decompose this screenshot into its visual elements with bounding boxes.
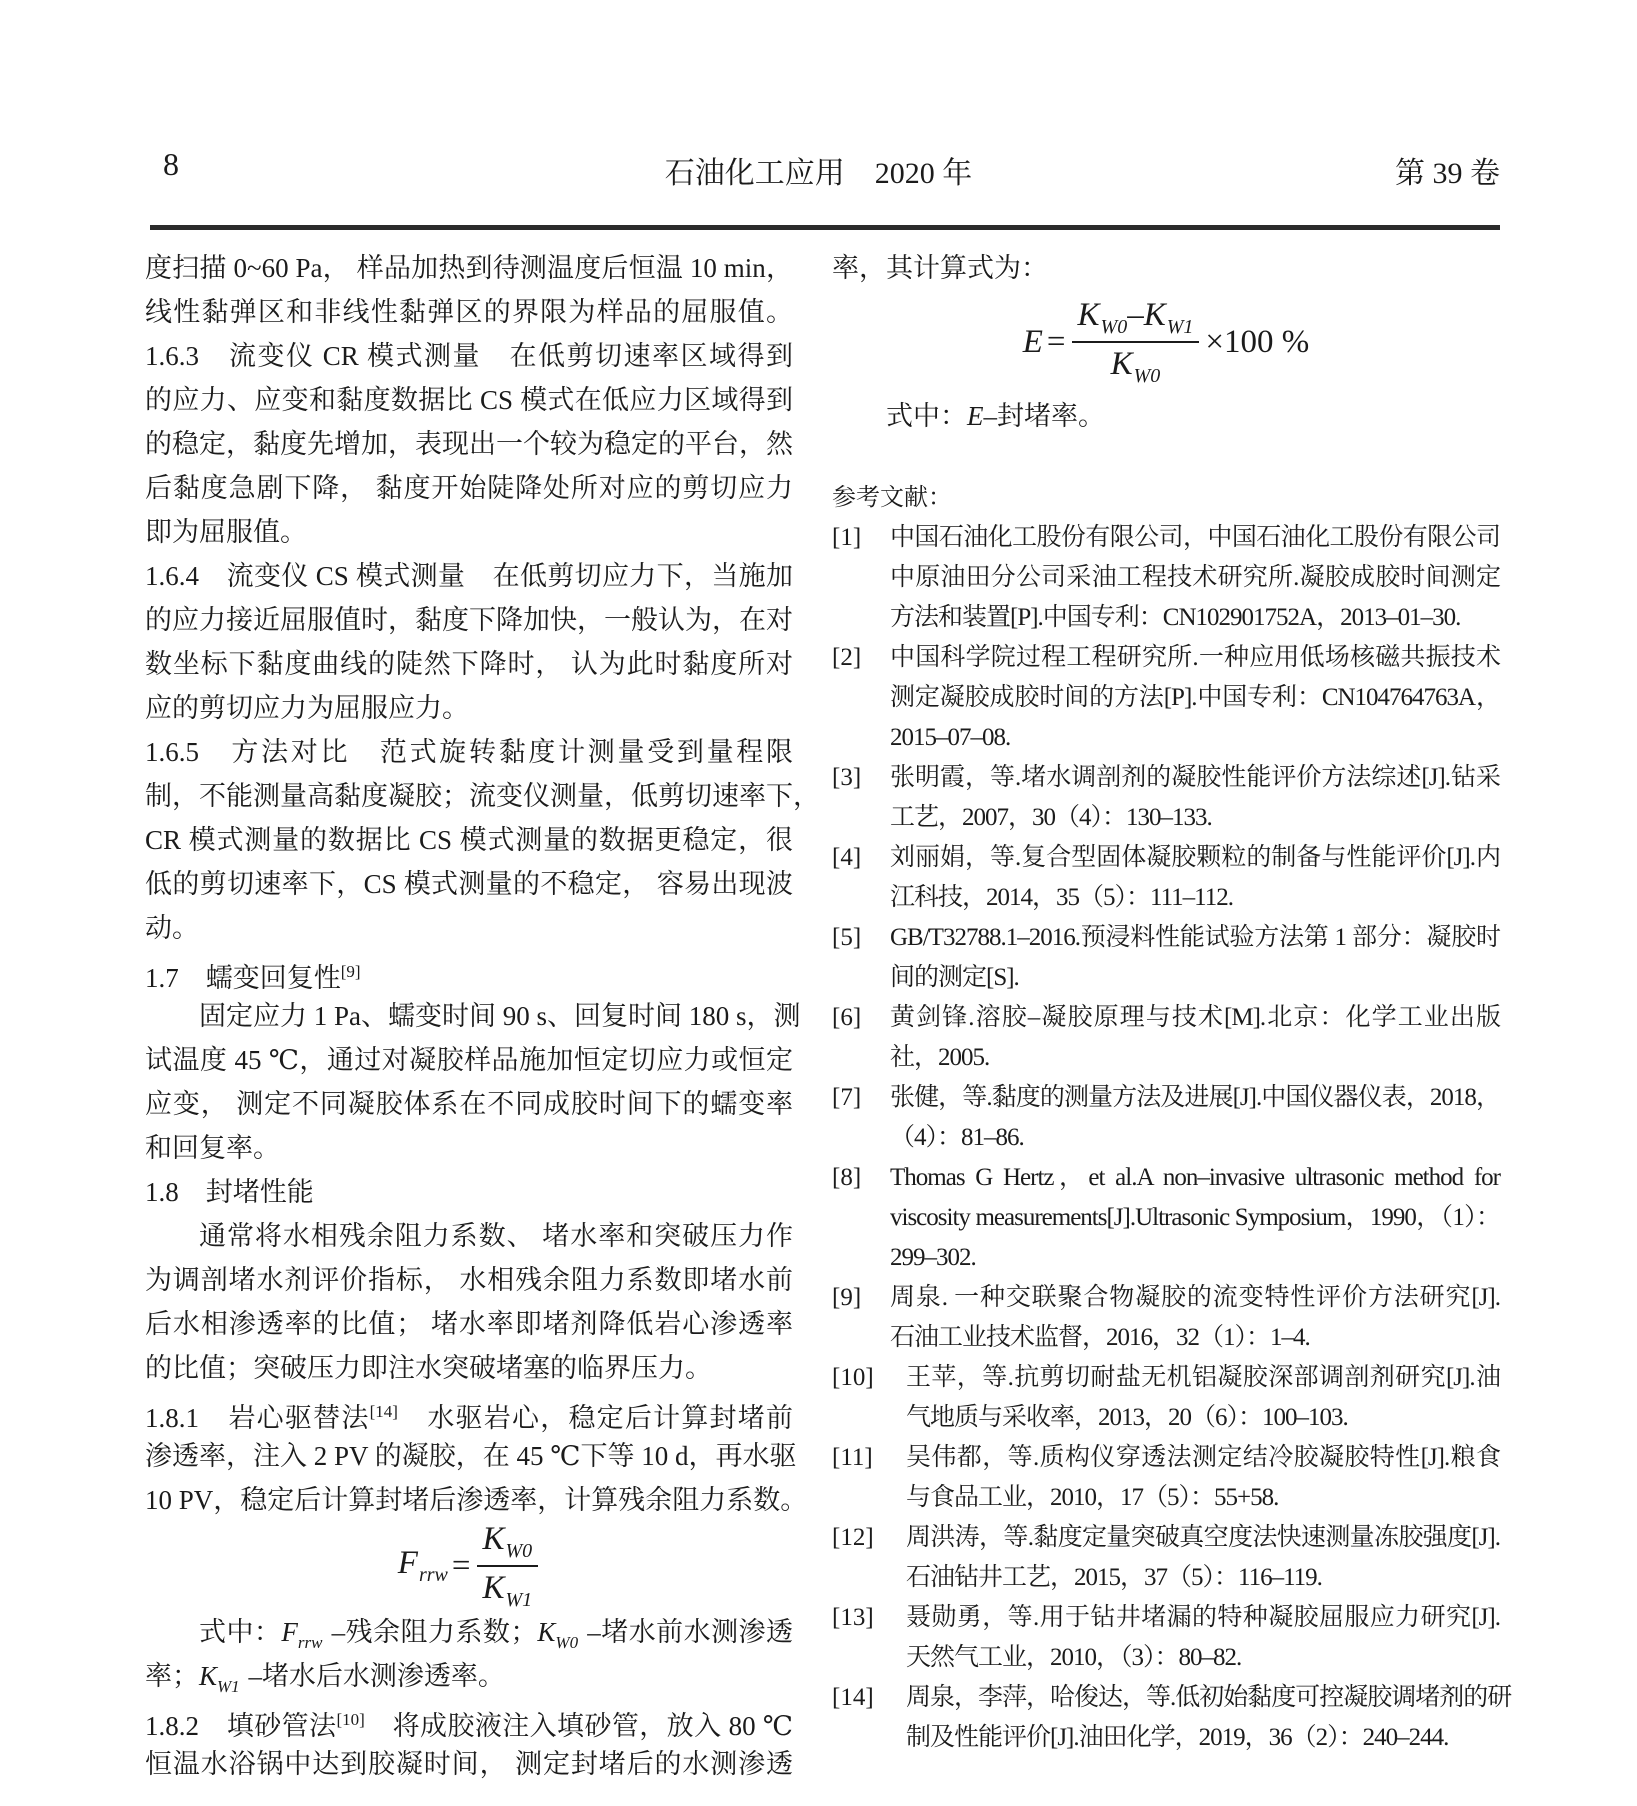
text-line: 渗透率，注入 2 PV 的凝胶，在 45 ℃下等 10 d，再水驱 <box>145 1441 797 1471</box>
reference-item <box>832 1158 1500 1278</box>
text-line: 低的剪切速率下，CS 模式测量的不稳定， 容易出现波 <box>145 869 793 899</box>
reference-line: 中国科学院过程工程研究所.一种应用低场核磁共振技术 <box>890 644 1500 671</box>
text-line: 1.6.4 流变仪 CS 模式测量 在低剪切应力下，当施加 <box>145 561 793 591</box>
formula-plugging-rate <box>832 290 1500 394</box>
text-line: 10 PV，稳定后计算封堵后渗透率，计算残余阻力系数。 <box>145 1485 808 1515</box>
reference-number: [4] <box>832 844 862 871</box>
text-line: 通常将水相残余阻力系数、 堵水率和突破压力作 <box>199 1221 793 1251</box>
text-segment: 率； <box>145 1661 199 1691</box>
fraction <box>477 1522 539 1611</box>
reference-line: 石油钻井工艺，2015，37（5）：116–119. <box>906 1564 1322 1591</box>
reference-number: [6] <box>832 1004 862 1031</box>
text-line: 固定应力 1 Pa、蠕变时间 90 s、回复时间 180 s，测 <box>199 1001 801 1031</box>
text-segment: 1.8.2 填砂管法 <box>145 1711 337 1741</box>
reference-line: 黄剑锋.溶胶–凝胶原理与技术[M].北京：化学工业出版 <box>890 1004 1500 1031</box>
reference-item <box>832 638 1500 758</box>
text-line <box>832 394 1500 438</box>
denominator: $K_{W0}$ <box>1110 345 1161 387</box>
reference-line: 吴伟都，等.质构仪穿透法测定结冷胶凝胶特性[J].粮食 <box>906 1444 1500 1471</box>
reference-line: 制及性能评价[J].油田化学，2019，36（2）：240–244. <box>906 1724 1449 1751</box>
text-segment: 1.7 蠕变回复性 <box>145 963 341 993</box>
text-line: 的应力接近屈服值时，黏度下降加快，一般认为，在对 <box>145 605 793 635</box>
text-line <box>145 1390 793 1434</box>
text-line <box>145 1654 793 1698</box>
text-segment: K <box>537 1617 556 1647</box>
reference-item <box>832 1358 1500 1438</box>
text-segment: 1.8.1 岩心驱替法 <box>145 1403 370 1433</box>
reference-line: 中国石油化工股份有限公司，中国石油化工股份有限公司 <box>890 524 1500 551</box>
text-line: 率，其计算式为： <box>832 253 1048 283</box>
reference-number: [8] <box>832 1164 862 1191</box>
text-segment: W1 <box>217 1677 240 1696</box>
reference-line: 张明霞，等.堵水调剖剂的凝胶性能评价方法综述[J].钻采 <box>890 764 1500 791</box>
reference-line: 石油工业技术监督，2016，32（1）：1–4. <box>890 1324 1310 1351</box>
reference-line: 江科技，2014，35（5）：111–112. <box>890 884 1233 911</box>
where-clause <box>832 394 1500 438</box>
text-line: 为调剖堵水剂评价指标， 水相残余阻力系数即堵水前 <box>145 1265 793 1295</box>
text-line <box>145 950 793 994</box>
text-segment: –堵水后水测渗透率。 <box>241 1661 505 1691</box>
text-segment: –封堵率。 <box>983 401 1105 431</box>
text-line: 恒温水浴锅中达到胶凝时间， 测定封堵后的水测渗透 <box>145 1749 793 1779</box>
reference-item <box>832 518 1500 638</box>
reference-line: 方法和装置[P].中国专利：CN102901752A，2013–01–30. <box>890 604 1461 631</box>
text-segment: E <box>967 401 984 431</box>
reference-item <box>832 1518 1500 1598</box>
reference-line: 周泉，李萍，哈俊达，等.低初始黏度可控凝胶调堵剂的研 <box>906 1684 1512 1711</box>
text-segment: rrw <box>297 1633 323 1652</box>
reference-line: 中原油田分公司采油工程技术研究所.凝胶成胶时间测定 <box>890 564 1500 591</box>
text-segment: 式中： <box>886 401 967 431</box>
text-line: 应的剪切应力为屈服应力。 <box>145 693 469 723</box>
reference-item <box>832 1678 1512 1758</box>
text-segment: 将成胶液注入填砂管，放入 80 ℃ <box>364 1711 794 1741</box>
text-line: 后黏度急剧下降， 黏度开始陡降处所对应的剪切应力 <box>145 473 793 503</box>
right-column <box>832 246 1512 1758</box>
reference-item <box>832 1078 1500 1158</box>
reference-number: [12] <box>832 1524 874 1551</box>
text-line: 制，不能测量高黏度凝胶；流变仪测量，低剪切速率下， <box>145 781 820 811</box>
reference-line: 2015–07–08. <box>890 724 1011 751</box>
text-segment: K <box>199 1661 218 1691</box>
text-line: 数坐标下黏度曲线的陡然下降时， 认为此时黏度所对 <box>145 649 793 679</box>
equals-sign: = <box>451 1547 471 1584</box>
text-segment: –堵水前水测渗透 <box>580 1617 794 1647</box>
left-column <box>145 246 820 1786</box>
denominator: $K_{W1}$ <box>482 1569 533 1611</box>
reference-line: （4）：81–86. <box>890 1124 1024 1151</box>
reference-item <box>832 998 1500 1078</box>
reference-line: 天然气工业，2010，（3）：80–82. <box>906 1644 1242 1671</box>
reference-item <box>832 1598 1500 1678</box>
reference-number: [11] <box>832 1444 873 1471</box>
citation-superscript: [9] <box>340 962 361 981</box>
reference-item <box>832 838 1500 918</box>
reference-item <box>832 918 1500 998</box>
text-segment: F <box>281 1617 298 1647</box>
reference-item <box>832 758 1500 838</box>
reference-line: 周洪涛，等.黏度定量突破真空度法快速测量冻胶强度[J]. <box>906 1524 1500 1551</box>
text-line: 和回复率。 <box>145 1133 280 1163</box>
reference-number: [9] <box>832 1284 862 1311</box>
reference-line: 测定凝胶成胶时间的方法[P].中国专利：CN104764763A， <box>890 684 1500 711</box>
text-line: 1.8 封堵性能 <box>145 1177 314 1207</box>
left-column-text-top <box>145 246 820 1522</box>
text-line: 1.6.3 流变仪 CR 模式测量 在低剪切速率区域得到 <box>145 341 793 371</box>
reference-number: [13] <box>832 1604 874 1631</box>
references-title: 参考文献： <box>832 485 952 511</box>
text-segment: 式中： <box>199 1617 282 1647</box>
text-line: 1.6.5 方法对比 范式旋转黏度计测量受到量程限 <box>145 737 793 767</box>
text-line <box>145 1698 793 1742</box>
reference-line: 气地质与采收率，2013，20（6）：100–103. <box>906 1404 1348 1431</box>
left-column-text-bottom <box>145 1610 793 1786</box>
text-line: 动。 <box>145 913 199 943</box>
reference-line: 工艺，2007，30（4）：130–133. <box>890 804 1212 831</box>
reference-number: [14] <box>832 1684 874 1711</box>
text-line: 度扫描 0~60 Pa， 样品加热到待测温度后恒温 10 min， <box>145 253 793 283</box>
text-line: CR 模式测量的数据比 CS 模式测量的数据更稳定，很 <box>145 825 793 855</box>
reference-line: 周泉. 一种交联聚合物凝胶的流变特性评价方法研究[J]. <box>890 1284 1500 1311</box>
text-segment: 水驱岩心，稳定后计算封堵前 <box>397 1403 794 1433</box>
formula-residual-resistance <box>145 1522 793 1610</box>
reference-item <box>832 1438 1500 1518</box>
reference-number: [3] <box>832 764 862 791</box>
reference-line: 张健，等.黏度的测量方法及进展[J].中国仪器仪表，2018， <box>890 1084 1500 1111</box>
text-line: 后水相渗透率的比值； 堵水率即堵剂降低岩心渗透率 <box>145 1309 793 1339</box>
text-line: 的应力、应变和黏度数据比 CS 模式在低应力区域得到 <box>145 385 793 415</box>
reference-line: Thomas G Hertz，et al.A non–invasive ultrasonic method for <box>890 1164 1500 1191</box>
reference-number: [5] <box>832 924 862 951</box>
formula-lhs: $F_{rrw}$ <box>397 1545 448 1586</box>
reference-line: GB/T32788.1–2016.预浸料性能试验方法第 1 部分：凝胶时 <box>890 924 1500 951</box>
equals-sign: = <box>1046 323 1066 360</box>
numerator: $K_{W0}-K_{W1}$ <box>1072 298 1200 343</box>
reference-line: 299–302. <box>890 1244 976 1271</box>
text-line: 线性黏弹区和非线性黏弹区的界限为样品的屈服值。 <box>145 297 793 327</box>
reference-number: [1] <box>832 524 862 551</box>
text-line: 即为屈服值。 <box>145 517 307 547</box>
text-line: 试温度 45 ℃，通过对凝胶样品施加恒定切应力或恒定 <box>145 1045 793 1075</box>
reference-line: 与食品工业，2010，17（5）：55+58. <box>906 1484 1279 1511</box>
reference-line: 间的测定[S]. <box>890 964 1019 991</box>
reference-line: viscosity measurements[J].Ultrasonic Symposium，1990，（1）： <box>890 1204 1500 1231</box>
numerator: $K_{W0}$ <box>477 1522 539 1567</box>
formula-lhs: E <box>1022 323 1043 360</box>
journal-header-title: 石油化工应用 2020 年 <box>664 157 973 190</box>
text-line: 应变， 测定不同凝胶体系在不同成胶时间下的蠕变率 <box>145 1089 793 1119</box>
multiplier: ×100 % <box>1205 323 1310 360</box>
references-list <box>832 518 1512 1758</box>
text-line <box>145 1610 793 1654</box>
page-number: 8 <box>163 146 179 182</box>
text-segment: W0 <box>555 1633 579 1652</box>
reference-line: 刘丽娟，等.复合型固体凝胶颗粒的制备与性能评价[J].内 <box>890 844 1500 871</box>
citation-superscript: [10] <box>336 1710 365 1729</box>
reference-line: 王苹，等.抗剪切耐盐无机铝凝胶深部调剖剂研究[J].油 <box>906 1364 1500 1391</box>
reference-number: [10] <box>832 1364 874 1391</box>
text-line: 的比值；突破压力即注水突破堵塞的临界压力。 <box>145 1353 712 1383</box>
reference-item <box>832 1278 1500 1358</box>
reference-number: [7] <box>832 1084 862 1111</box>
citation-superscript: [14] <box>369 1402 398 1421</box>
fraction <box>1072 298 1200 387</box>
reference-line: 聂勋勇，等.用于钻井堵漏的特种凝胶屈服应力研究[J]. <box>906 1604 1500 1631</box>
text-segment: –残余阻力系数； <box>324 1617 538 1647</box>
volume-label: 第 39 卷 <box>1395 157 1500 190</box>
reference-number: [2] <box>832 644 862 671</box>
header-rule <box>150 225 1500 230</box>
reference-line: 社，2005. <box>890 1044 990 1071</box>
text-line: 的稳定，黏度先增加，表现出一个较为稳定的平台，然 <box>145 429 793 459</box>
